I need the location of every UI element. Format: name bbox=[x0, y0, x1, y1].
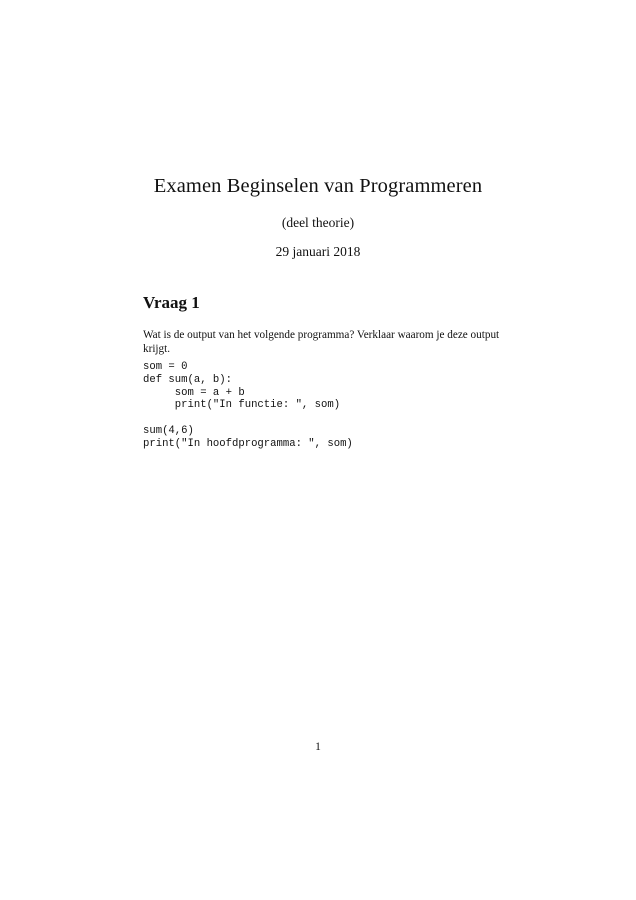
code-block bbox=[143, 361, 353, 451]
code-line: def sum(a, b): bbox=[143, 373, 233, 386]
code-line: sum(4,6) bbox=[143, 424, 194, 437]
page-number: 1 bbox=[315, 741, 321, 753]
code-line: print("In functie: ", som) bbox=[143, 399, 341, 412]
question-text: Wat is de output van het volgende programma? Verklaar waarom je deze output krijgt. bbox=[143, 329, 500, 355]
code-line: som = a + b bbox=[143, 386, 245, 399]
code-line: som = 0 bbox=[143, 361, 188, 373]
document-subtitle: (deel theorie) bbox=[281, 215, 355, 230]
code-line: print("In hoofdprogramma: ", som) bbox=[143, 437, 353, 450]
document-date: 29 januari 2018 bbox=[275, 244, 361, 259]
document-title: Examen Beginselen van Programmeren bbox=[153, 175, 483, 197]
section-heading: Vraag 1 bbox=[143, 293, 200, 312]
code-line bbox=[143, 412, 353, 425]
